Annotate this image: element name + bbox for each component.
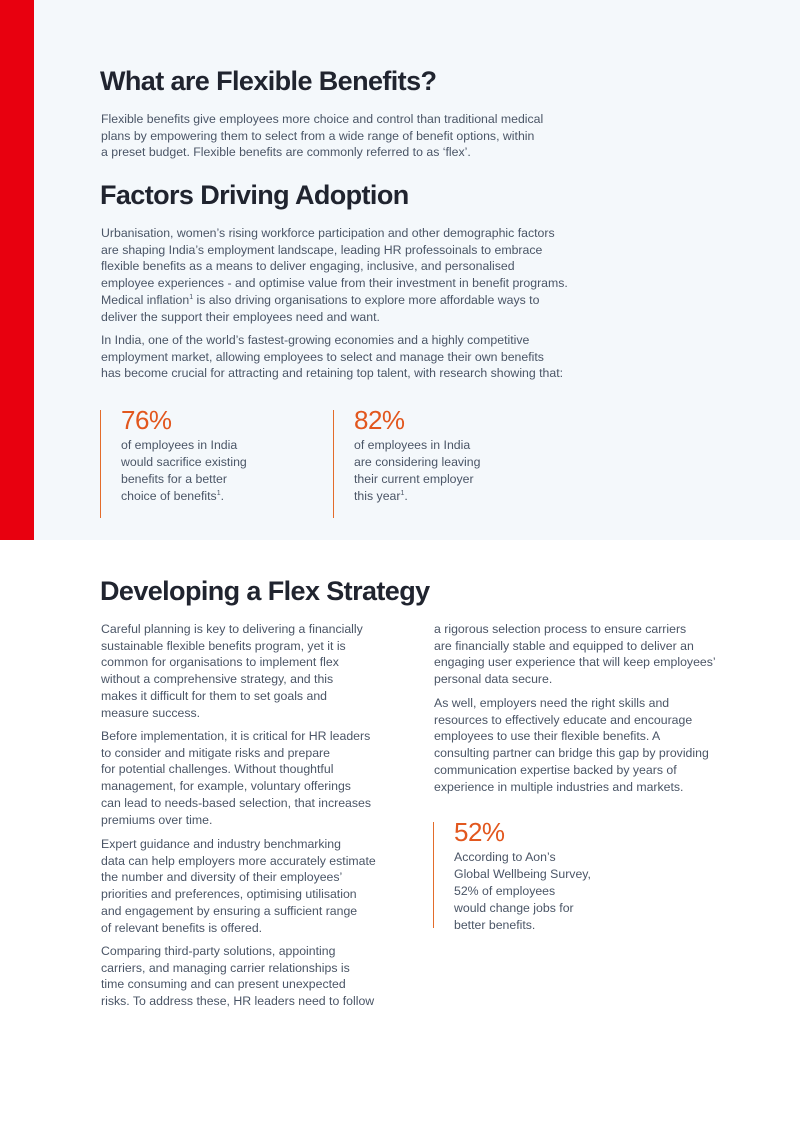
- strategy-left-paragraph-1: Careful planning is key to delivering a financially sustainable flexible benefits program, yet it is common for organisations to implement flex without a comprehensive strategy, and this makes it difficult for them to set goals and measure success.: [101, 622, 363, 720]
- adoption-paragraph-1-continued: Medical inflation$^1$ is also driving organisations to explore more affordable ways to deliver the support their employees need and want.: [101, 293, 540, 324]
- heading-factors-driving-adoption: Factors Driving Adoption: [100, 180, 409, 210]
- stat-description: of employees in India are considering leaving their current employer this year$^1$.: [354, 438, 481, 503]
- stat-82-percent: [333, 405, 534, 518]
- strategy-right-paragraph-1: a rigorous selection process to ensure carriers are financially stable and equipped to deliver an engaging user experience that will keep employees’ personal data secure.: [434, 622, 716, 687]
- stat-76-percent: [100, 405, 301, 518]
- adoption-paragraph-2: In India, one of the world’s fastest-growing economies and a highly competitive employment market, allowing employees to select and manage their own benefits has become crucial for attracting and retaining top talent, with research showing that:: [101, 333, 564, 381]
- stat-value: 52%: [454, 817, 505, 847]
- strategy-right-paragraph-2: As well, employers need the right skills and resources to effectively educate and encourage employees to use their flexible benefits. A consulting partner can bridge this gap by providing communication expertise backed by years of experience in multiple industries and markets.: [434, 696, 709, 794]
- heading-developing-a-flex-strategy: Developing a Flex Strategy: [100, 576, 430, 606]
- stat-description: According to Aon’s Global Wellbeing Survey, 52% of employees would change jobs for better benefits.: [454, 850, 591, 932]
- stat-description: of employees in India would sacrifice existing benefits for a better choice of benefits$^1$.: [121, 438, 247, 503]
- strategy-left-paragraph-2: Before implementation, it is critical for HR leaders to consider and mitigate risks and prepare for potential challenges. Without thoughtful management, for example, voluntary offerings can lead to needs-based selection, that increases premiums over time.: [101, 729, 372, 827]
- stat-value: 82%: [354, 405, 405, 435]
- strategy-left-paragraph-4: Comparing third-party solutions, appointing carriers, and managing carrier relationships is time consuming and can present unexpected risks. To address these, HR leaders need to follow: [101, 944, 375, 1009]
- stat-52-percent: [433, 817, 634, 932]
- heading-what-are-flexible-benefits: What are Flexible Benefits?: [100, 66, 437, 96]
- stat-value: 76%: [121, 405, 172, 435]
- adoption-paragraph-1: Urbanisation, women’s rising workforce participation and other demographic factors are shaping India’s employment landscape, leading HR professoinals to embrace flexible benefits as a means to deliver engaging, inclusive, and personalised employee experiences - and optimise value from their investment in benefit programs.: [101, 226, 568, 291]
- red-accent-bar: [0, 0, 34, 540]
- flexible-benefits-intro: Flexible benefits give employees more choice and control than traditional medical plans by empowering them to select from a wide range of benefit options, within a preset budget. Flexible benefits are commonly referred to as ‘flex’.: [101, 112, 544, 160]
- strategy-left-paragraph-3: Expert guidance and industry benchmarking data can help employers more accurately estimate the number and diversity of their employees’ priorities and preferences, optimising utilisation and engagement by ensuring a sufficient range of relevant benefits is offered.: [101, 837, 376, 935]
